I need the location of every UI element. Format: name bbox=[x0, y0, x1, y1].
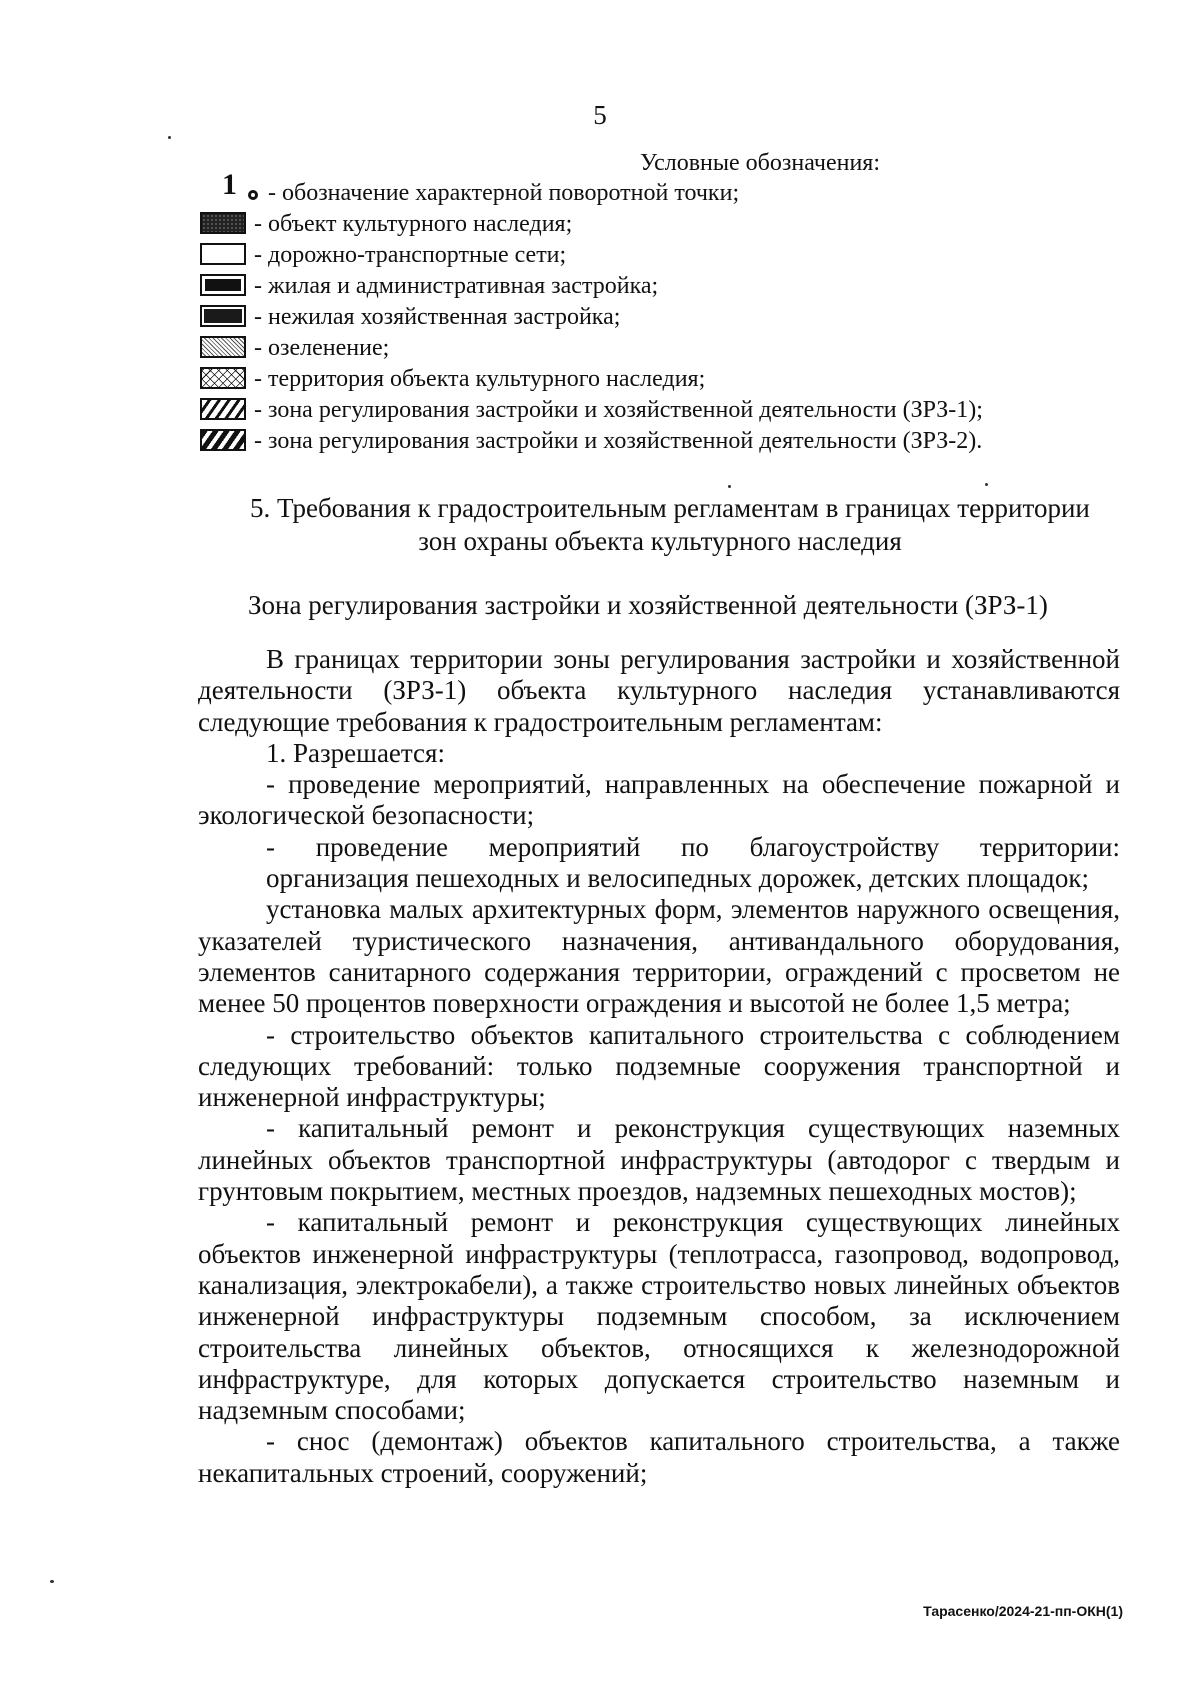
legend bbox=[200, 148, 1080, 457]
residential-building-icon bbox=[200, 274, 246, 296]
legend-item-turning-point bbox=[200, 168, 1080, 209]
paragraph: - проведение мероприятий, направленных на обеспечение пожарной и экологической безопасности; bbox=[198, 769, 1120, 831]
scan-speck bbox=[985, 483, 988, 486]
legend-item-label: - зона регулирования застройки и хозяйственной деятельности (ЗРЗ-1); bbox=[254, 397, 983, 423]
legend-item-label: - обозначение характерной поворотной точки; bbox=[268, 180, 740, 206]
scan-speck bbox=[728, 485, 731, 488]
paragraph: - капитальный ремонт и реконструкция существующих линейных объектов инженерной инфраструктуры (теплотрасса, газопровод, водопровод, канализация, электрокабели), а также строительство новых линейных объектов инженерной инфраструктуры подземным способом, за исключением строительства линейных объектов, относящихся к железнодорожной инфраструктуре, для которых допускается строительство наземным и надземным способами; bbox=[198, 1207, 1120, 1426]
legend-item-heritage-territory bbox=[200, 364, 1080, 395]
zrz2-hatch-icon bbox=[200, 429, 246, 451]
section-heading bbox=[200, 492, 1120, 558]
nonresidential-building-icon bbox=[200, 305, 246, 327]
turning-point-icon bbox=[200, 168, 246, 203]
paragraph: - строительство объектов капитального строительства с соблюдением следующих требований: только подземные сооружения транспортной и инженерной инфраструктуры; bbox=[198, 1019, 1120, 1113]
legend-item-label: - дорожно-транспортные сети; bbox=[254, 242, 567, 268]
legend-item-label: - объект культурного наследия; bbox=[254, 211, 573, 237]
legend-item-greenery bbox=[200, 333, 1080, 364]
body-text bbox=[198, 644, 1120, 1489]
legend-item-zrz1 bbox=[200, 395, 1080, 426]
paragraph: В границах территории зоны регулирования застройки и хозяйственной деятельности (ЗРЗ-1) объекта культурного наследия устанавливаются следующие требования к градостроительным регламентам: bbox=[198, 644, 1120, 737]
paragraph: организация пешеходных и велосипедных дорожек, детских площадок; bbox=[266, 863, 1089, 894]
scan-speck bbox=[168, 136, 171, 139]
legend-item-label: - жилая и административная застройка; bbox=[254, 273, 659, 299]
legend-title: Условные обозначения: bbox=[639, 150, 881, 176]
page-number: 5 bbox=[593, 100, 607, 130]
paragraph: установка малых архитектурных форм, элементов наружного освещения, указателей туристического назначения, антивандального оборудования, элементов санитарного содержания территории, ограждений с просветом не менее 50 процентов поверхности ограждения и высотой не более 1,5 метра; bbox=[198, 894, 1120, 1019]
paragraph: - снос (демонтаж) объектов капитального строительства, а также некапитальных строений, сооружений; bbox=[198, 1426, 1120, 1488]
road-network-icon bbox=[200, 243, 246, 265]
greenery-icon bbox=[200, 336, 246, 358]
zrz1-hatch-icon bbox=[200, 398, 246, 420]
legend-item-nonresidential bbox=[200, 302, 1080, 333]
legend-item-label: - озеленение; bbox=[254, 335, 390, 361]
scan-speck bbox=[50, 1580, 54, 1583]
heritage-object-icon bbox=[200, 212, 246, 234]
heritage-territory-icon bbox=[200, 367, 246, 389]
section-heading-line2: зон охраны объекта культурного наследия bbox=[418, 526, 902, 556]
legend-item-zrz2 bbox=[200, 426, 1080, 457]
legend-item-heritage-object bbox=[200, 209, 1080, 240]
paragraph: - проведение мероприятий по благоустройству территории: bbox=[266, 831, 1120, 862]
legend-item-residential bbox=[200, 271, 1080, 302]
legend-item-road-network bbox=[200, 240, 1080, 271]
legend-item-label: - зона регулирования застройки и хозяйственной деятельности (ЗРЗ-2). bbox=[254, 428, 983, 454]
section-heading-line1: 5. Требования к градостроительным регламентам в границах территории bbox=[250, 493, 1090, 523]
document-reference: Тарасенко/2024-21-пп-ОКН(1) bbox=[923, 1603, 1123, 1619]
legend-item-label: - нежилая хозяйственная застройка; bbox=[254, 304, 621, 330]
paragraph: 1. Разрешается: bbox=[266, 737, 445, 768]
turning-point-number: 1 bbox=[222, 168, 237, 201]
zone-heading: Зона регулирования застройки и хозяйственной деятельности (ЗРЗ-1) bbox=[248, 590, 1048, 620]
legend-item-label: - территория объекта культурного наследия; bbox=[254, 366, 706, 392]
paragraph: - капитальный ремонт и реконструкция существующих наземных линейных объектов транспортной инфраструктуры (автодорог с твердым и грунтовым покрытием, местных проездов, надземных пешеходных мостов); bbox=[198, 1113, 1120, 1207]
